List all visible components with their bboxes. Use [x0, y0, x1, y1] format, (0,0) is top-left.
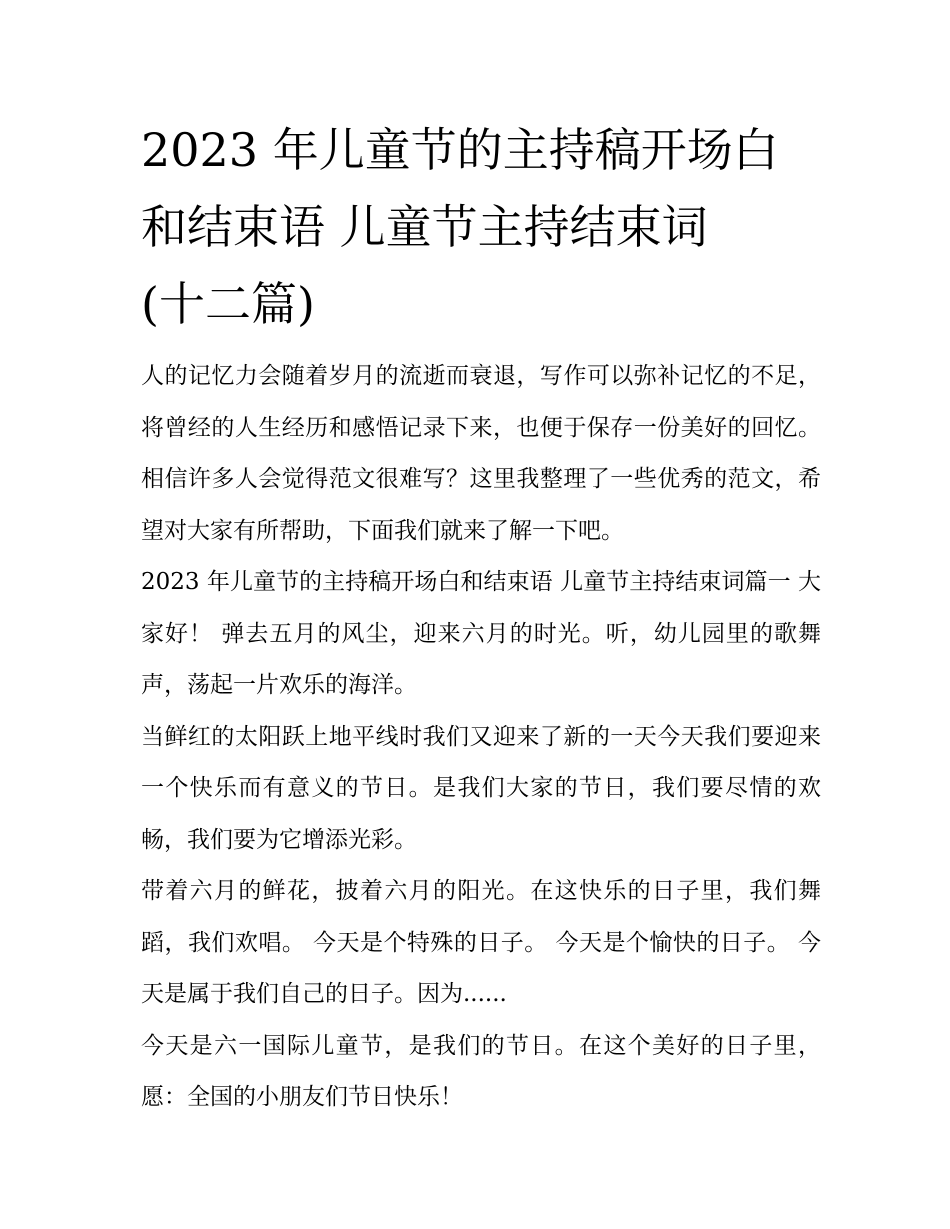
- paragraph-1: 2023 年儿童节的主持稿开场白和结束语 儿童节主持结束词篇一 大家好！ 弹去五月的风尘，迎来六月的时光。听，幼儿园里的歌舞声，荡起一片欢乐的海洋。: [141, 569, 821, 698]
- title-line-2: 和结束语 儿童节主持结束词: [141, 200, 708, 254]
- paragraph-intro: 人的记忆力会随着岁月的流逝而衰退，写作可以弥补记忆的不足，将曾经的人生经历和感悟记录下来，也便于保存一份美好的回忆。相信许多人会觉得范文很难写？这里我整理了一些优秀的范文，希望对大家有所帮助，下面我们就来了解一下吧。: [141, 363, 821, 544]
- document-body: [141, 351, 821, 1124]
- title-line-3: (十二篇): [141, 277, 315, 331]
- title-line-1: 2023 年儿童节的主持稿开场白: [141, 123, 779, 177]
- paragraph-4: 今天是六一国际儿童节，是我们的节日。在这个美好的日子里，愿：全国的小朋友们节日快乐！: [141, 1032, 821, 1110]
- document-title: [141, 112, 821, 343]
- paragraph-3: 带着六月的鲜花，披着六月的阳光。在这快乐的日子里，我们舞蹈，我们欢唱。 今天是个特殊的日子。 今天是个愉快的日子。 今天是属于我们自己的日子。因为......: [141, 878, 821, 1007]
- paragraph-2: 当鲜红的太阳跃上地平线时我们又迎来了新的一天今天我们要迎来一个快乐而有意义的节日。是我们大家的节日，我们要尽情的欢畅，我们要为它增添光彩。: [141, 723, 821, 853]
